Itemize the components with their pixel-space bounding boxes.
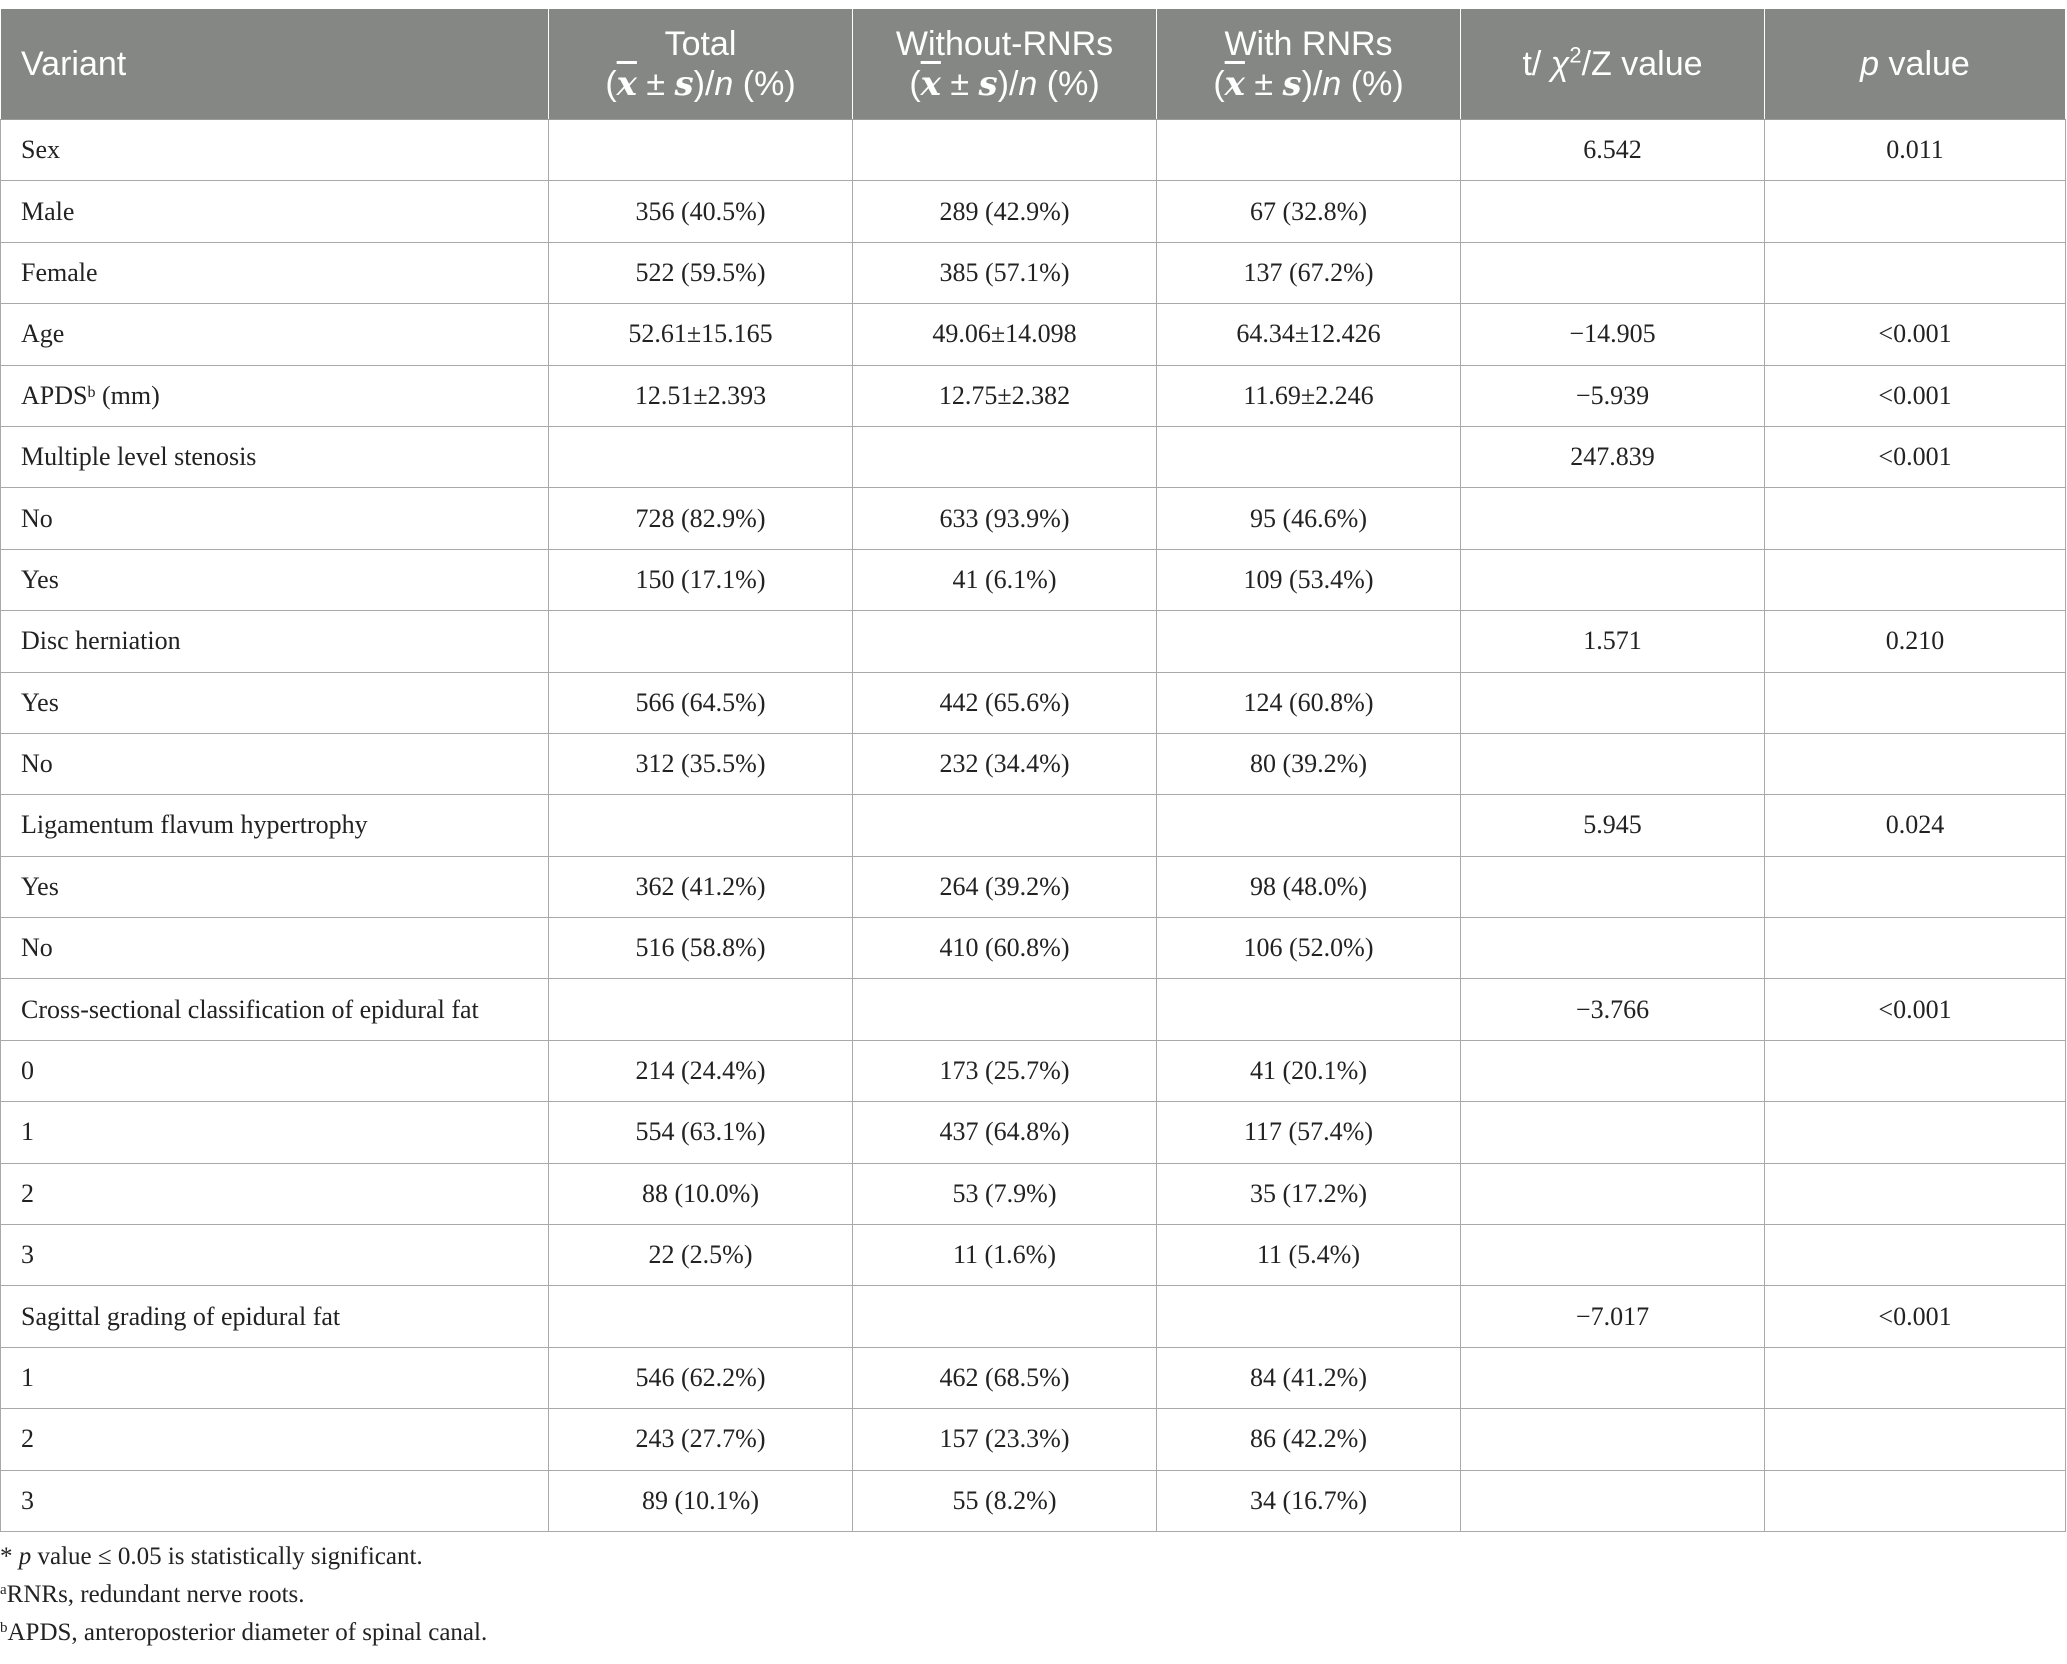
cell-p (1765, 242, 2066, 303)
cell-variant: Multiple level stenosis (1, 426, 549, 487)
header-with-label: With RNRs (1224, 25, 1393, 63)
cell-without: 385 (57.1%) (853, 242, 1157, 303)
header-variant: Variant (1, 9, 549, 120)
cell-variant: Ligamentum flavum hypertrophy (1, 795, 549, 856)
cell-total (549, 120, 853, 181)
cell-without (853, 1286, 1157, 1347)
cell-with (1157, 795, 1461, 856)
cell-variant: Sex (1, 120, 549, 181)
table-row (1, 856, 2066, 917)
table-row (1, 795, 2066, 856)
cell-without (853, 611, 1157, 672)
cell-stat (1461, 733, 1765, 794)
table-row (1, 1225, 2066, 1286)
cell-with (1157, 426, 1461, 487)
cell-without: 11 (1.6%) (853, 1225, 1157, 1286)
cell-total: 243 (27.7%) (549, 1409, 853, 1470)
header-row (1, 9, 2066, 120)
cell-variant: No (1, 918, 549, 979)
cell-without: 232 (34.4%) (853, 733, 1157, 794)
table-row (1, 1347, 2066, 1408)
cell-p (1765, 733, 2066, 794)
cell-with: 84 (41.2%) (1157, 1347, 1461, 1408)
table-row (1, 1102, 2066, 1163)
header-p-value: p value (1765, 9, 2066, 120)
table-row (1, 488, 2066, 549)
cell-total: 52.61±15.165 (549, 304, 853, 365)
cell-with: 124 (60.8%) (1157, 672, 1461, 733)
cell-stat (1461, 1470, 1765, 1531)
cell-with: 11 (5.4%) (1157, 1225, 1461, 1286)
cell-p (1765, 181, 2066, 242)
cell-variant: Yes (1, 672, 549, 733)
cell-variant: Yes (1, 549, 549, 610)
cell-with: 80 (39.2%) (1157, 733, 1461, 794)
cell-p: 0.210 (1765, 611, 2066, 672)
cell-variant: No (1, 733, 549, 794)
cell-stat: 6.542 (1461, 120, 1765, 181)
cell-p (1765, 1163, 2066, 1224)
cell-stat: 247.839 (1461, 426, 1765, 487)
cell-variant: 1 (1, 1347, 549, 1408)
header-without-label: Without-RNRs (895, 25, 1114, 63)
cell-variant: 0 (1, 1040, 549, 1101)
table-row (1, 611, 2066, 672)
cell-p (1765, 856, 2066, 917)
results-table-container (0, 8, 2065, 1532)
cell-variant: Sagittal grading of epidural fat (1, 1286, 549, 1347)
cell-p: <0.001 (1765, 979, 2066, 1040)
cell-with (1157, 120, 1461, 181)
table-row (1, 426, 2066, 487)
table-row (1, 242, 2066, 303)
cell-p: <0.001 (1765, 1286, 2066, 1347)
cell-p (1765, 1225, 2066, 1286)
cell-with: 34 (16.7%) (1157, 1470, 1461, 1531)
cell-p (1765, 488, 2066, 549)
cell-variant: 1 (1, 1102, 549, 1163)
cell-total: 522 (59.5%) (549, 242, 853, 303)
header-total: Total $(\overline{x} \pm s)/n$ (%) (549, 9, 853, 120)
cell-with (1157, 1286, 1461, 1347)
cell-variant: Yes (1, 856, 549, 917)
cell-total: 312 (35.5%) (549, 733, 853, 794)
cell-p (1765, 549, 2066, 610)
cell-with: 95 (46.6%) (1157, 488, 1461, 549)
cell-stat (1461, 1409, 1765, 1470)
cell-variant: Age (1, 304, 549, 365)
cell-total: 22 (2.5%) (549, 1225, 853, 1286)
cell-total: 554 (63.1%) (549, 1102, 853, 1163)
cell-without: 410 (60.8%) (853, 918, 1157, 979)
cell-with: 41 (20.1%) (1157, 1040, 1461, 1101)
cell-p: <0.001 (1765, 304, 2066, 365)
table-row (1, 1470, 2066, 1531)
cell-without: 442 (65.6%) (853, 672, 1157, 733)
cell-p: 0.011 (1765, 120, 2066, 181)
table-row (1, 304, 2066, 365)
cell-with: 67 (32.8%) (1157, 181, 1461, 242)
table-row (1, 549, 2066, 610)
cell-variant: 3 (1, 1225, 549, 1286)
table-row (1, 1286, 2066, 1347)
cell-without (853, 979, 1157, 1040)
cell-without (853, 795, 1157, 856)
cell-total: 12.51±2.393 (549, 365, 853, 426)
cell-with: 11.69±2.246 (1157, 365, 1461, 426)
cell-stat: −7.017 (1461, 1286, 1765, 1347)
cell-p: 0.024 (1765, 795, 2066, 856)
cell-p (1765, 1470, 2066, 1531)
cell-variant: 3 (1, 1470, 549, 1531)
cell-total: 546 (62.2%) (549, 1347, 853, 1408)
cell-without: 41 (6.1%) (853, 549, 1157, 610)
cell-total (549, 979, 853, 1040)
cell-stat: −14.905 (1461, 304, 1765, 365)
table-row (1, 1163, 2066, 1224)
footnotes (0, 1538, 487, 1652)
header-without-rnrs: Without-RNRs $(\overline{x} \pm s)/n$ (%) (853, 9, 1157, 120)
cell-total: 516 (58.8%) (549, 918, 853, 979)
footnote-significance: * p value ≤ 0.05 is statistically significant. (0, 1543, 423, 1570)
cell-variant: No (1, 488, 549, 549)
cell-stat: 5.945 (1461, 795, 1765, 856)
cell-with: 117 (57.4%) (1157, 1102, 1461, 1163)
cell-total: 150 (17.1%) (549, 549, 853, 610)
cell-p (1765, 1409, 2066, 1470)
cell-with: 35 (17.2%) (1157, 1163, 1461, 1224)
cell-with: 106 (52.0%) (1157, 918, 1461, 979)
table-row (1, 1040, 2066, 1101)
cell-total (549, 426, 853, 487)
table-row (1, 365, 2066, 426)
cell-with (1157, 611, 1461, 672)
cell-without: 289 (42.9%) (853, 181, 1157, 242)
cell-p (1765, 1040, 2066, 1101)
table-row (1, 181, 2066, 242)
cell-with: 98 (48.0%) (1157, 856, 1461, 917)
table-body (1, 120, 2066, 1532)
cell-stat: −5.939 (1461, 365, 1765, 426)
cell-without (853, 426, 1157, 487)
cell-without: 53 (7.9%) (853, 1163, 1157, 1224)
cell-total: 214 (24.4%) (549, 1040, 853, 1101)
cell-stat (1461, 549, 1765, 610)
cell-total: 566 (64.5%) (549, 672, 853, 733)
cell-with: 64.34±12.426 (1157, 304, 1461, 365)
cell-variant: Disc herniation (1, 611, 549, 672)
cell-p (1765, 1102, 2066, 1163)
cell-without: 173 (25.7%) (853, 1040, 1157, 1101)
cell-p (1765, 1347, 2066, 1408)
cell-without: 437 (64.8%) (853, 1102, 1157, 1163)
cell-with: 86 (42.2%) (1157, 1409, 1461, 1470)
cell-without: 55 (8.2%) (853, 1470, 1157, 1531)
cell-without: 157 (23.3%) (853, 1409, 1157, 1470)
cell-without: 264 (39.2%) (853, 856, 1157, 917)
cell-stat (1461, 918, 1765, 979)
cell-total: 89 (10.1%) (549, 1470, 853, 1531)
cell-stat: −3.766 (1461, 979, 1765, 1040)
cell-without: 633 (93.9%) (853, 488, 1157, 549)
table-row (1, 918, 2066, 979)
cell-stat (1461, 856, 1765, 917)
cell-total (549, 1286, 853, 1347)
cell-variant: Male (1, 181, 549, 242)
table-row (1, 1409, 2066, 1470)
cell-with: 137 (67.2%) (1157, 242, 1461, 303)
cell-with (1157, 979, 1461, 1040)
cell-stat (1461, 488, 1765, 549)
footnote-a: $^a$RNRs, redundant nerve roots. (0, 1581, 305, 1608)
table-row (1, 120, 2066, 181)
cell-p (1765, 918, 2066, 979)
cell-stat (1461, 1225, 1765, 1286)
cell-total: 362 (41.2%) (549, 856, 853, 917)
header-total-label: Total (664, 25, 737, 63)
cell-stat: 1.571 (1461, 611, 1765, 672)
cell-stat (1461, 181, 1765, 242)
cell-variant: APDS$^b$ (mm) (1, 365, 549, 426)
cell-p: <0.001 (1765, 365, 2066, 426)
cell-p (1765, 672, 2066, 733)
cell-stat (1461, 1040, 1765, 1101)
cell-variant: Cross-sectional classification of epidural fat (1, 979, 549, 1040)
cell-variant: Female (1, 242, 549, 303)
cell-stat (1461, 242, 1765, 303)
table-header (1, 9, 2066, 120)
cell-total: 356 (40.5%) (549, 181, 853, 242)
table-row (1, 733, 2066, 794)
cell-p: <0.001 (1765, 426, 2066, 487)
table-row (1, 672, 2066, 733)
cell-total (549, 795, 853, 856)
cell-variant: 2 (1, 1163, 549, 1224)
cell-total (549, 611, 853, 672)
header-with-rnrs: With RNRs $(\overline{x} \pm s)/n$ (%) (1157, 9, 1461, 120)
cell-stat (1461, 1102, 1765, 1163)
cell-without (853, 120, 1157, 181)
table-row (1, 979, 2066, 1040)
cell-total: 88 (10.0%) (549, 1163, 853, 1224)
footnote-b: $^b$APDS, anteroposterior diameter of spinal canal. (0, 1619, 488, 1646)
cell-without: 12.75±2.382 (853, 365, 1157, 426)
cell-total: 728 (82.9%) (549, 488, 853, 549)
cell-without: 462 (68.5%) (853, 1347, 1157, 1408)
results-table (0, 8, 2066, 1532)
cell-stat (1461, 1347, 1765, 1408)
header-stat-value: t/ $\chi^2/Z$ value (1461, 9, 1765, 120)
cell-stat (1461, 672, 1765, 733)
cell-without: 49.06±14.098 (853, 304, 1157, 365)
cell-with: 109 (53.4%) (1157, 549, 1461, 610)
cell-stat (1461, 1163, 1765, 1224)
cell-variant: 2 (1, 1409, 549, 1470)
